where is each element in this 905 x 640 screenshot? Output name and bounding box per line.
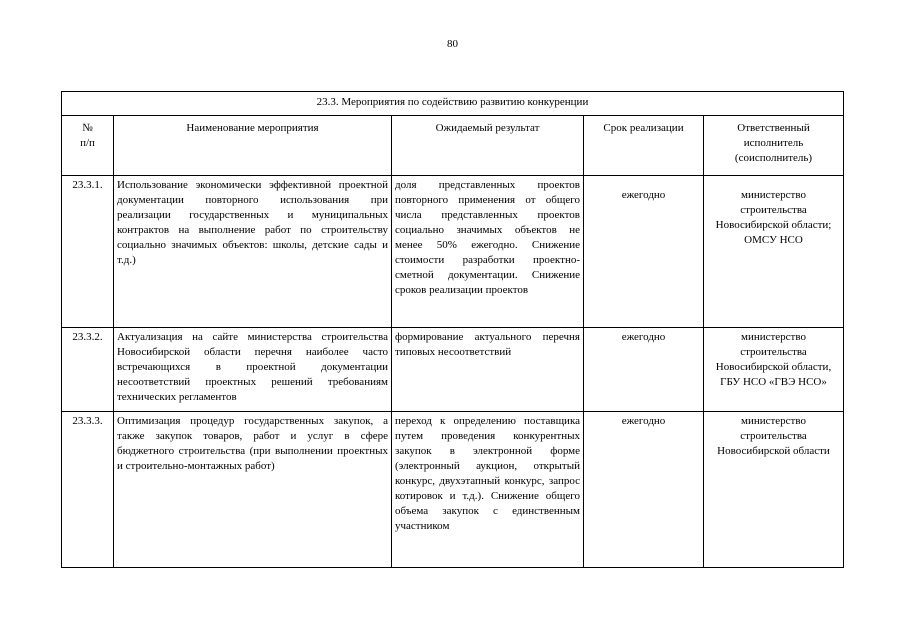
row-executor: министерство строительства Новосибирской области (704, 412, 844, 568)
row-result: переход к определению поставщика путем проведения конкурентных закупок в электронной форме (электронный аукцион, открытый конкурс, двухэтапный конкурс, запрос котировок и т.д.). Снижение общего объема закупок с единственным участником (392, 412, 584, 568)
row-result: формирование актуального перечня типовых несоответствий (392, 328, 584, 412)
row-name: Использование экономически эффективной проектной документации повторного использования при реализации государственных и муниципальных контрактов на выполнение работ по строительству социально значимых объектов: школы, детские сады и т.д.) (114, 176, 392, 328)
page-number: 80 (447, 38, 458, 50)
table-title-row (62, 92, 844, 116)
row-term: ежегодно (584, 328, 704, 412)
row-result: доля представленных проектов повторного применения от общего числа представленных проектов социально значимых объектов не менее 50% ежегодно. Снижение стоимости разработки проектно-сметной документации. Снижение сроков реализации проектов (392, 176, 584, 328)
table-row (62, 412, 844, 568)
row-executor: министерство строительства Новосибирской области; ОМСУ НСО (704, 176, 844, 328)
row-term: ежегодно (584, 412, 704, 568)
measures-table (61, 91, 844, 568)
header-result: Ожидаемый результат (392, 116, 584, 176)
row-executor: министерство строительства Новосибирской области, ГБУ НСО «ГВЭ НСО» (704, 328, 844, 412)
table-header-row (62, 116, 844, 176)
row-name: Актуализация на сайте министерства строительства Новосибирской области перечня наиболее часто встречающихся в проектной документации несоответствий проектных решений требованиям технических регламентов (114, 328, 392, 412)
row-num: 23.3.3. (62, 412, 114, 568)
row-num: 23.3.2. (62, 328, 114, 412)
header-num: № п/п (62, 116, 114, 176)
header-term: Срок реализации (584, 116, 704, 176)
row-term: ежегодно (584, 176, 704, 328)
row-name: Оптимизация процедур государственных закупок, а также закупок товаров, работ и услуг в сфере бюджетного строительства (при выполнении проектных и строительно-монтажных работ) (114, 412, 392, 568)
table-row (62, 328, 844, 412)
header-executor: Ответственный исполнитель (соисполнитель) (704, 116, 844, 176)
header-name: Наименование мероприятия (114, 116, 392, 176)
table-row (62, 176, 844, 328)
table-title: 23.3. Мероприятия по содействию развитию конкуренции (62, 92, 844, 116)
row-num: 23.3.1. (62, 176, 114, 328)
